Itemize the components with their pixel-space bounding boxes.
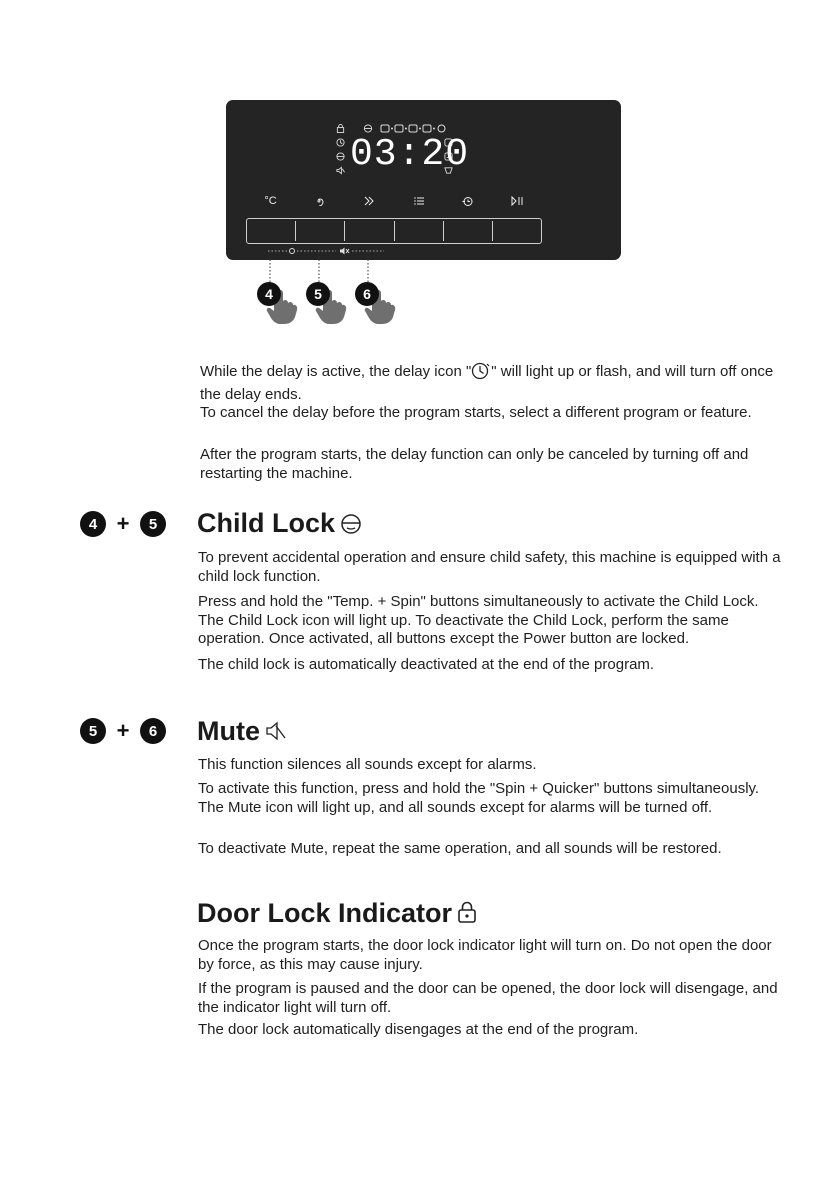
panel-button-row: [246, 218, 542, 244]
hand-6-number: 6: [363, 286, 371, 302]
mute-paragraph-3: To deactivate Mute, repeat the same operation, and all sounds will be restored.: [198, 840, 722, 857]
tub-stage-icons: [380, 124, 452, 133]
mute-heading: [197, 715, 290, 749]
hand-5: [305, 281, 349, 325]
spin-icon: [314, 196, 324, 206]
temp-label: °C: [264, 195, 277, 207]
child-lock-paragraph-3: The child lock is automatically deactivated at the end of the program.: [198, 656, 655, 673]
delay-icon: [462, 196, 473, 207]
combo-badge-a: 5: [80, 718, 106, 744]
spin-button[interactable]: [296, 221, 345, 241]
hand-4: [256, 281, 300, 325]
door-lock-title: Door Lock Indicator: [197, 898, 453, 928]
child-lock-icon: [363, 124, 373, 133]
delay-paragraph-3: After the program starts, the delay function can only be canceled by turning off and restarting the machine.: [200, 446, 749, 482]
delay-p1-after: " will light up or flash, and will turn off once the delay ends.: [200, 363, 774, 403]
combo-badge-b: 6: [140, 718, 166, 744]
hand-5-number: 5: [314, 286, 322, 302]
combo-plus: +: [116, 718, 130, 743]
mute-icon: [336, 166, 345, 175]
delay-paragraph-2: To cancel the delay before the program starts, select a different program or feature.: [200, 404, 752, 421]
child-lock-paragraph-1: To prevent accidental operation and ensure child safety, this machine is equipped with a child lock function.: [198, 549, 781, 585]
delay-paragraph-1: [200, 362, 790, 404]
mute-title: Mute: [197, 716, 260, 746]
delay-clock-icon: [471, 362, 491, 386]
delay-button[interactable]: [444, 221, 493, 241]
mute-paragraph-2: To activate this function, press and hold the "Spin + Quicker" buttons simultaneously. The Mute icon will light up, and all sounds except for alarms will be turned off.: [198, 780, 760, 816]
door-lock-heading: [197, 897, 478, 931]
child-lock-heading: [197, 507, 363, 541]
delay-clock-icon: [336, 138, 345, 147]
child-lock-title: Child Lock: [197, 508, 336, 538]
child-lock-paragraph-2: Press and hold the "Temp. + Spin" buttons simultaneously to activate the Child Lock. The Child Lock icon will light up. To deactivate the Child Lock, perform the same operation. Once activated, all buttons except the Power button are locked.: [198, 593, 759, 647]
time-display: 03:20: [350, 133, 470, 176]
mute-icon: [264, 717, 290, 749]
hand-6: [354, 281, 398, 325]
quicker-button[interactable]: [345, 221, 394, 241]
child-lock-icon: [336, 152, 345, 161]
mute-combo: [80, 718, 166, 744]
control-panel: [226, 100, 621, 260]
hand-4-number: 4: [265, 286, 273, 302]
program-list-icon: [414, 196, 425, 206]
program-button[interactable]: [395, 221, 444, 241]
button-hand-indicators: [240, 250, 410, 330]
child-lock-icon: [339, 509, 363, 541]
door-lock-paragraph-3: The door lock automatically disengages at the end of the program.: [198, 1021, 639, 1038]
door-lock-icon: [336, 124, 345, 133]
temp-button[interactable]: [247, 221, 296, 241]
delay-p1-before: While the delay is active, the delay icon ": [200, 363, 472, 380]
quicker-icon: [364, 196, 375, 206]
door-lock-paragraph-2: If the program is paused and the door can be opened, the door lock will disengage, and the indicator light will turn off.: [198, 980, 778, 1016]
combo-plus: +: [116, 511, 130, 536]
combo-badge-a: 4: [80, 511, 106, 537]
door-lock-paragraph-1: Once the program starts, the door lock indicator light will turn on. Do not open the door by force, as this may cause injury.: [198, 937, 772, 973]
combo-badge-b: 5: [140, 511, 166, 537]
mute-paragraph-1: This function silences all sounds except for alarms.: [198, 756, 537, 773]
door-lock-icon: [456, 899, 478, 931]
child-lock-combo: [80, 511, 166, 537]
start-pause-icon: [511, 196, 524, 206]
start-pause-button[interactable]: [493, 221, 541, 241]
